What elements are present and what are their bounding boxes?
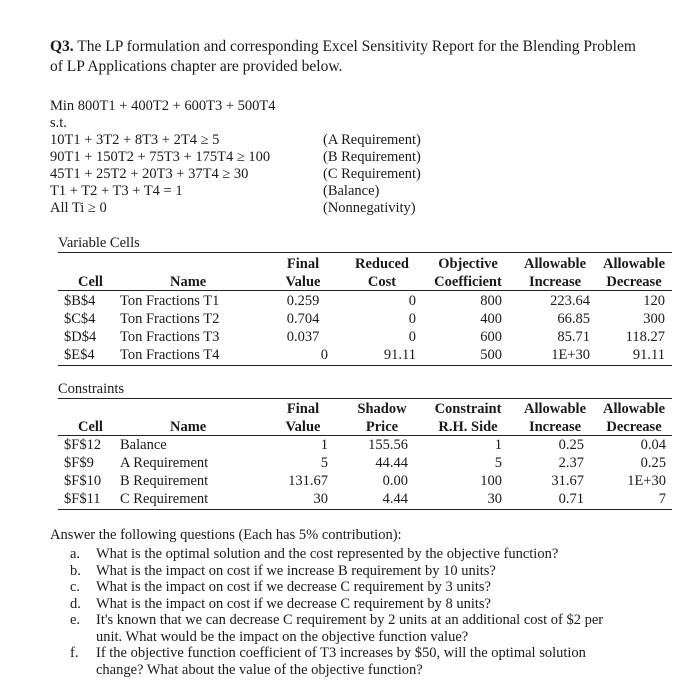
item-label: b. <box>70 562 81 579</box>
questions-intro: Answer the following questions (Each has 5% contribution): <box>50 527 402 543</box>
cell-name: A Requirement <box>120 455 209 471</box>
question-number: Q3. <box>50 38 74 55</box>
constraint-expr-nonneg: All Ti ≥ 0 <box>50 200 107 216</box>
allowable-decrease: 1E+30 <box>627 473 666 489</box>
item-text: What is the impact on cost if we decrease C requirement by 8 units? <box>96 595 491 612</box>
header-final: Final <box>286 401 320 417</box>
constraint-label-nonneg: (Nonnegativity) <box>323 200 416 216</box>
constraint-rhs: 1 <box>494 437 502 453</box>
cell-ref: $D$4 <box>64 329 97 345</box>
cell-ref: $E$4 <box>64 347 95 363</box>
header-allowable-increase: Allowable <box>523 256 587 272</box>
header-final: Final <box>286 256 320 272</box>
table-rule-bottom <box>58 365 672 366</box>
allowable-increase: 66.85 <box>557 311 590 327</box>
cell-ref: $F$9 <box>64 455 94 471</box>
cell-name: Ton Fractions T4 <box>120 347 220 363</box>
cell-ref: $B$4 <box>64 293 96 309</box>
objective-function: Min 800T1 + 400T2 + 600T3 + 500T4 <box>50 98 276 114</box>
cell-ref: $F$12 <box>64 437 102 453</box>
final-value: 0.259 <box>286 293 320 309</box>
header-cost: Cost <box>367 274 397 290</box>
allowable-decrease: 120 <box>643 293 665 309</box>
shadow-price: 44.44 <box>375 455 408 471</box>
cell-name: B Requirement <box>120 473 209 489</box>
final-value: 1 <box>320 437 328 453</box>
constraint-label-a: (A Requirement) <box>323 132 421 148</box>
questions-list <box>70 546 680 678</box>
constraints-title: Constraints <box>58 381 125 397</box>
item-text: What is the impact on cost if we decrease C requirement by 3 units? <box>96 579 491 595</box>
header-allowable-decrease: Allowable <box>602 401 666 417</box>
final-value: 5 <box>320 455 328 471</box>
item-text: What is the impact on cost if we increase B requirement by 10 units? <box>96 562 496 579</box>
header-cell: Cell <box>78 419 103 435</box>
header-coefficient: Coefficient <box>434 274 502 290</box>
list-item <box>70 596 680 613</box>
header-decrease: Decrease <box>606 274 662 290</box>
allowable-decrease: 91.11 <box>632 347 665 363</box>
list-item <box>70 645 680 678</box>
allowable-increase: 223.64 <box>550 293 590 309</box>
objective-coefficient: 800 <box>480 293 502 309</box>
header-increase: Increase <box>528 419 582 435</box>
item-label: f. <box>70 645 79 661</box>
constraint-expr-balance: T1 + T2 + T3 + T4 = 1 <box>50 183 183 199</box>
reduced-cost: 0 <box>408 329 416 345</box>
constraint-label-c: (C Requirement) <box>323 166 421 182</box>
header-value: Value <box>285 419 321 435</box>
cell-name: C Requirement <box>120 491 209 507</box>
item-text: It's known that we can decrease C requirement by 2 units at an additional cost of $2 per unit. What would be the impact on the objective function value? <box>96 612 604 645</box>
cell-name: Ton Fractions T1 <box>120 293 220 309</box>
list-item <box>70 563 680 580</box>
table-rule-bottom <box>58 509 672 510</box>
constraint-expr-a: 10T1 + 3T2 + 8T3 + 2T4 ≥ 5 <box>50 132 220 148</box>
header-reduced: Reduced <box>355 256 409 272</box>
cell-name: Balance <box>120 437 167 453</box>
subject-to-label: s.t. <box>50 115 67 131</box>
allowable-increase: 85.71 <box>557 329 590 345</box>
list-item <box>70 579 680 596</box>
final-value: 131.67 <box>288 473 328 489</box>
header-objective: Objective <box>438 256 498 272</box>
final-value: 0 <box>320 347 328 363</box>
header-price: Price <box>365 419 399 435</box>
item-label: c. <box>70 579 81 595</box>
allowable-increase: 0.71 <box>558 491 584 507</box>
shadow-price: 0.00 <box>382 473 408 489</box>
reduced-cost: 0 <box>408 311 416 327</box>
reduced-cost: 91.11 <box>383 347 416 363</box>
question-heading <box>50 37 690 77</box>
question-text-line1: The LP formulation and corresponding Excel Sensitivity Report for the Blending Problem <box>77 38 636 55</box>
constraint-label-balance: (Balance) <box>323 183 380 199</box>
shadow-price: 4.44 <box>382 491 408 507</box>
constraint-rhs: 5 <box>494 455 502 471</box>
constraint-expr-c: 45T1 + 25T2 + 20T3 + 37T4 ≥ 30 <box>50 166 249 182</box>
objective-coefficient: 500 <box>480 347 502 363</box>
cell-ref: $F$10 <box>64 473 102 489</box>
header-rhs: R.H. Side <box>438 419 498 435</box>
allowable-increase: 0.25 <box>558 437 584 453</box>
cell-name: Ton Fractions T2 <box>120 311 220 327</box>
item-label: a. <box>70 546 81 562</box>
allowable-decrease: 0.04 <box>640 437 666 453</box>
constraint-label-b: (B Requirement) <box>323 149 421 165</box>
allowable-decrease: 118.27 <box>625 329 665 345</box>
table-rule-top <box>58 252 672 253</box>
allowable-increase: 31.67 <box>551 473 584 489</box>
item-text: If the objective function coefficient of T3 increases by $50, will the optimal solution change? What about the value of the objective function? <box>96 645 586 678</box>
header-name: Name <box>170 274 207 290</box>
constraint-expr-b: 90T1 + 150T2 + 75T3 + 175T4 ≥ 100 <box>50 149 271 165</box>
shadow-price: 155.56 <box>368 437 408 453</box>
header-decrease: Decrease <box>606 419 662 435</box>
list-item <box>70 546 680 563</box>
table-rule-header <box>58 290 672 291</box>
header-allowable-increase: Allowable <box>523 401 587 417</box>
table-rule-top <box>58 398 672 399</box>
allowable-increase: 1E+30 <box>551 347 590 363</box>
variable-cells-title: Variable Cells <box>58 235 140 251</box>
header-cell: Cell <box>78 274 103 290</box>
item-text: What is the optimal solution and the cost represented by the objective function? <box>96 546 559 562</box>
header-name: Name <box>170 419 207 435</box>
reduced-cost: 0 <box>408 293 416 309</box>
objective-coefficient: 400 <box>480 311 502 327</box>
question-text-line2: of LP Applications chapter are provided below. <box>50 58 343 75</box>
cell-name: Ton Fractions T3 <box>120 329 220 345</box>
allowable-decrease: 300 <box>643 311 665 327</box>
list-item <box>70 612 680 645</box>
final-value: 30 <box>313 491 328 507</box>
final-value: 0.704 <box>286 311 320 327</box>
final-value: 0.037 <box>286 329 320 345</box>
header-value: Value <box>285 274 321 290</box>
header-allowable-decrease: Allowable <box>602 256 666 272</box>
constraint-rhs: 30 <box>487 491 502 507</box>
item-label: e. <box>70 612 81 628</box>
allowable-increase: 2.37 <box>558 455 584 471</box>
objective-coefficient: 600 <box>480 329 502 345</box>
header-shadow: Shadow <box>357 401 407 417</box>
cell-ref: $F$11 <box>64 491 101 507</box>
allowable-decrease: 0.25 <box>640 455 666 471</box>
header-increase: Increase <box>528 274 582 290</box>
cell-ref: $C$4 <box>64 311 96 327</box>
item-label: d. <box>70 595 81 612</box>
allowable-decrease: 7 <box>658 491 666 507</box>
header-constraint: Constraint <box>434 401 502 417</box>
constraint-rhs: 100 <box>480 473 502 489</box>
